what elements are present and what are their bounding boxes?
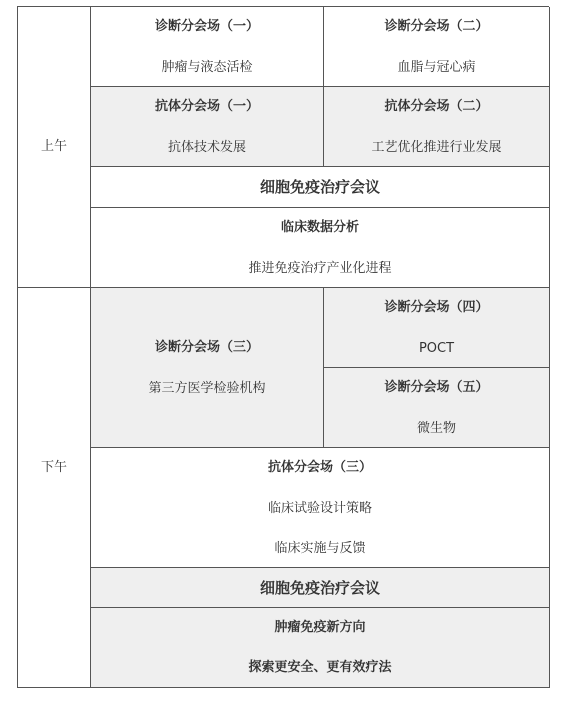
session-antibody-1 xyxy=(91,87,324,167)
session-title: 抗体分会场（一） xyxy=(154,99,259,114)
session-antibody-2 xyxy=(324,87,550,167)
session-title: 临床数据分析 xyxy=(280,220,359,235)
session-topic: 探索更安全、更有效疗法 xyxy=(248,660,392,675)
session-topic: 血脂与冠心病 xyxy=(397,60,476,75)
session-title: 诊断分会场（三） xyxy=(154,340,259,355)
session-topic: 第三方医学检验机构 xyxy=(148,381,266,396)
session-topic: 微生物 xyxy=(416,421,456,436)
session-antibody-3 xyxy=(91,448,550,568)
session-title: 肿瘤免疫新方向 xyxy=(274,620,366,635)
session-cell-immunotherapy-afternoon xyxy=(91,568,550,608)
session-tumor-immunology xyxy=(91,608,550,688)
session-diagnosis-5 xyxy=(324,368,550,448)
session-diagnosis-4 xyxy=(324,288,550,368)
time-label-morning: 上午 xyxy=(40,139,67,154)
session-topic: 抗体技术发展 xyxy=(167,140,246,155)
session-topic: 临床实施与反馈 xyxy=(274,541,366,556)
session-title: 诊断分会场（二） xyxy=(384,19,489,34)
session-title: 诊断分会场（一） xyxy=(154,19,259,34)
session-title: 细胞免疫治疗会议 xyxy=(259,579,380,597)
session-title: 抗体分会场（三） xyxy=(267,460,372,475)
session-topic: 临床试验设计策略 xyxy=(267,501,372,516)
session-title: 诊断分会场（五） xyxy=(384,380,489,395)
time-cell-afternoon xyxy=(18,288,91,688)
schedule-table xyxy=(17,6,549,688)
session-topic: 肿瘤与液态活检 xyxy=(161,60,253,75)
session-title: 抗体分会场（二） xyxy=(384,99,489,114)
session-topic: 工艺优化推进行业发展 xyxy=(371,140,502,155)
time-cell-morning xyxy=(18,7,91,288)
session-diagnosis-1 xyxy=(91,7,324,87)
session-cell-immunotherapy-morning xyxy=(91,167,550,208)
session-title: 细胞免疫治疗会议 xyxy=(259,178,380,196)
session-diagnosis-2 xyxy=(324,7,550,87)
time-label-afternoon: 下午 xyxy=(40,460,67,475)
session-diagnosis-3 xyxy=(91,288,324,448)
session-topic: POCT xyxy=(418,341,455,356)
session-title: 诊断分会场（四） xyxy=(384,300,489,315)
session-topic: 推进免疫治疗产业化进程 xyxy=(248,261,392,276)
session-clinical-data xyxy=(91,208,550,288)
